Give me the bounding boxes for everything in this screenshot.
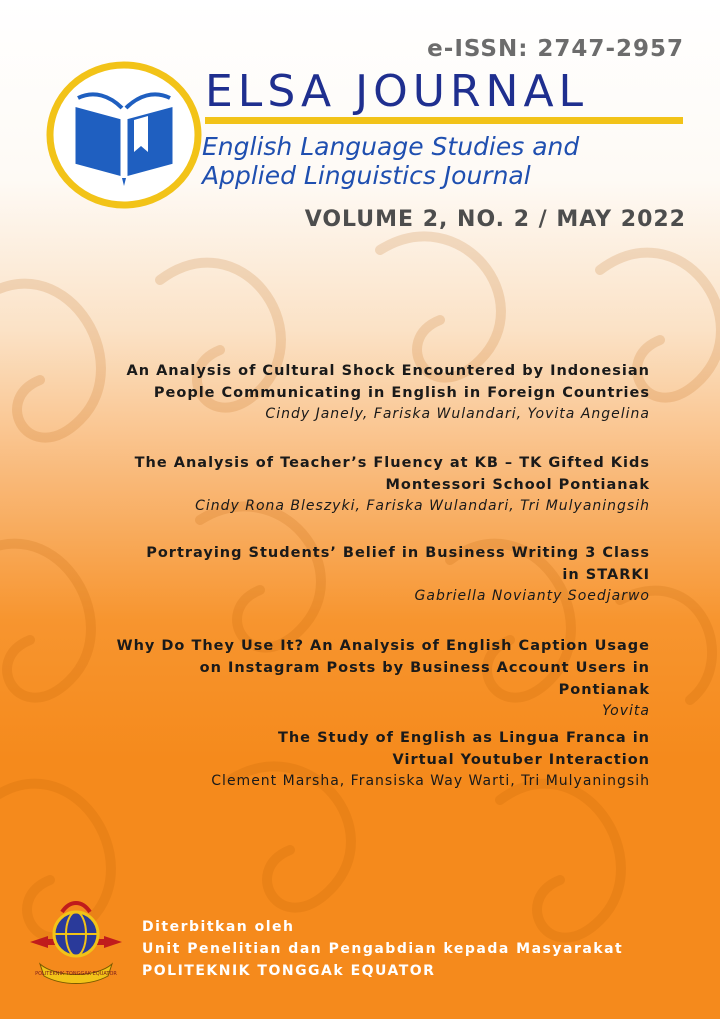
article-title-line: on Instagram Posts by Business Account Users in xyxy=(199,660,650,676)
article-title-line: Portraying Students’ Belief in Business Writing 3 Class xyxy=(146,545,650,561)
publisher-block xyxy=(142,916,623,982)
article-title xyxy=(50,360,650,404)
article-title-line: The Analysis of Teacher’s Fluency at KB – TK Gifted Kids xyxy=(134,455,650,471)
article-entry xyxy=(50,360,650,425)
article-authors: Cindy Janely, Fariska Wulandari, Yovita Angelina xyxy=(265,406,650,422)
article-authors: Clement Marsha, Fransiska Way Warti, Tri Mulyaningsih xyxy=(211,773,650,789)
publisher-line-1: Diterbitkan oleh xyxy=(142,919,295,935)
article-title xyxy=(50,542,650,586)
article-title-line: Pontianak xyxy=(558,682,650,698)
volume-issue: VOLUME 2, NO. 2 / MAY 2022 xyxy=(304,207,686,232)
open-book-icon xyxy=(44,60,204,210)
article-authors: Yovita xyxy=(602,703,650,719)
issn-label: e-ISSN: 2747-2957 xyxy=(427,36,684,62)
article-title-line: Virtual Youtuber Interaction xyxy=(392,752,650,768)
article-entry xyxy=(50,452,650,517)
seal-text: POLITEKNIK TONGGAK EQUATOR xyxy=(35,971,117,977)
journal-subtitle xyxy=(202,132,579,190)
article-title-line: in STARKI xyxy=(562,567,650,583)
article-title xyxy=(50,635,650,701)
subtitle-line-1: English Language Studies and xyxy=(202,132,580,161)
article-title xyxy=(50,727,650,771)
article-authors: Gabriella Novianty Soedjarwo xyxy=(414,588,650,604)
publisher-line-2: Unit Penelitian dan Pengabdian kepada Masyarakat xyxy=(142,941,624,957)
article-authors: Cindy Rona Bleszyki, Fariska Wulandari, Tri Mulyaningsih xyxy=(195,498,650,514)
article-entry xyxy=(50,635,650,722)
article-entry xyxy=(50,727,650,792)
article-title xyxy=(50,452,650,496)
article-entry xyxy=(50,542,650,607)
article-title-line: People Communicating in English in Foreign Countries xyxy=(153,385,650,401)
article-title-line: An Analysis of Cultural Shock Encountered by Indonesian xyxy=(126,363,650,379)
title-underline xyxy=(205,117,683,124)
article-title-line: Montessori School Pontianak xyxy=(385,477,650,493)
globe-seal-icon xyxy=(26,898,126,986)
article-title-line: The Study of English as Lingua Franca in xyxy=(277,730,650,746)
journal-title: ELSA JOURNAL xyxy=(205,66,589,117)
article-title-line: Why Do They Use It? An Analysis of English Caption Usage xyxy=(116,638,650,654)
publisher-line-3: POLITEKNIK TONGGAk EQUATOR xyxy=(142,963,436,979)
subtitle-line-2: Applied Linguistics Journal xyxy=(202,161,531,190)
